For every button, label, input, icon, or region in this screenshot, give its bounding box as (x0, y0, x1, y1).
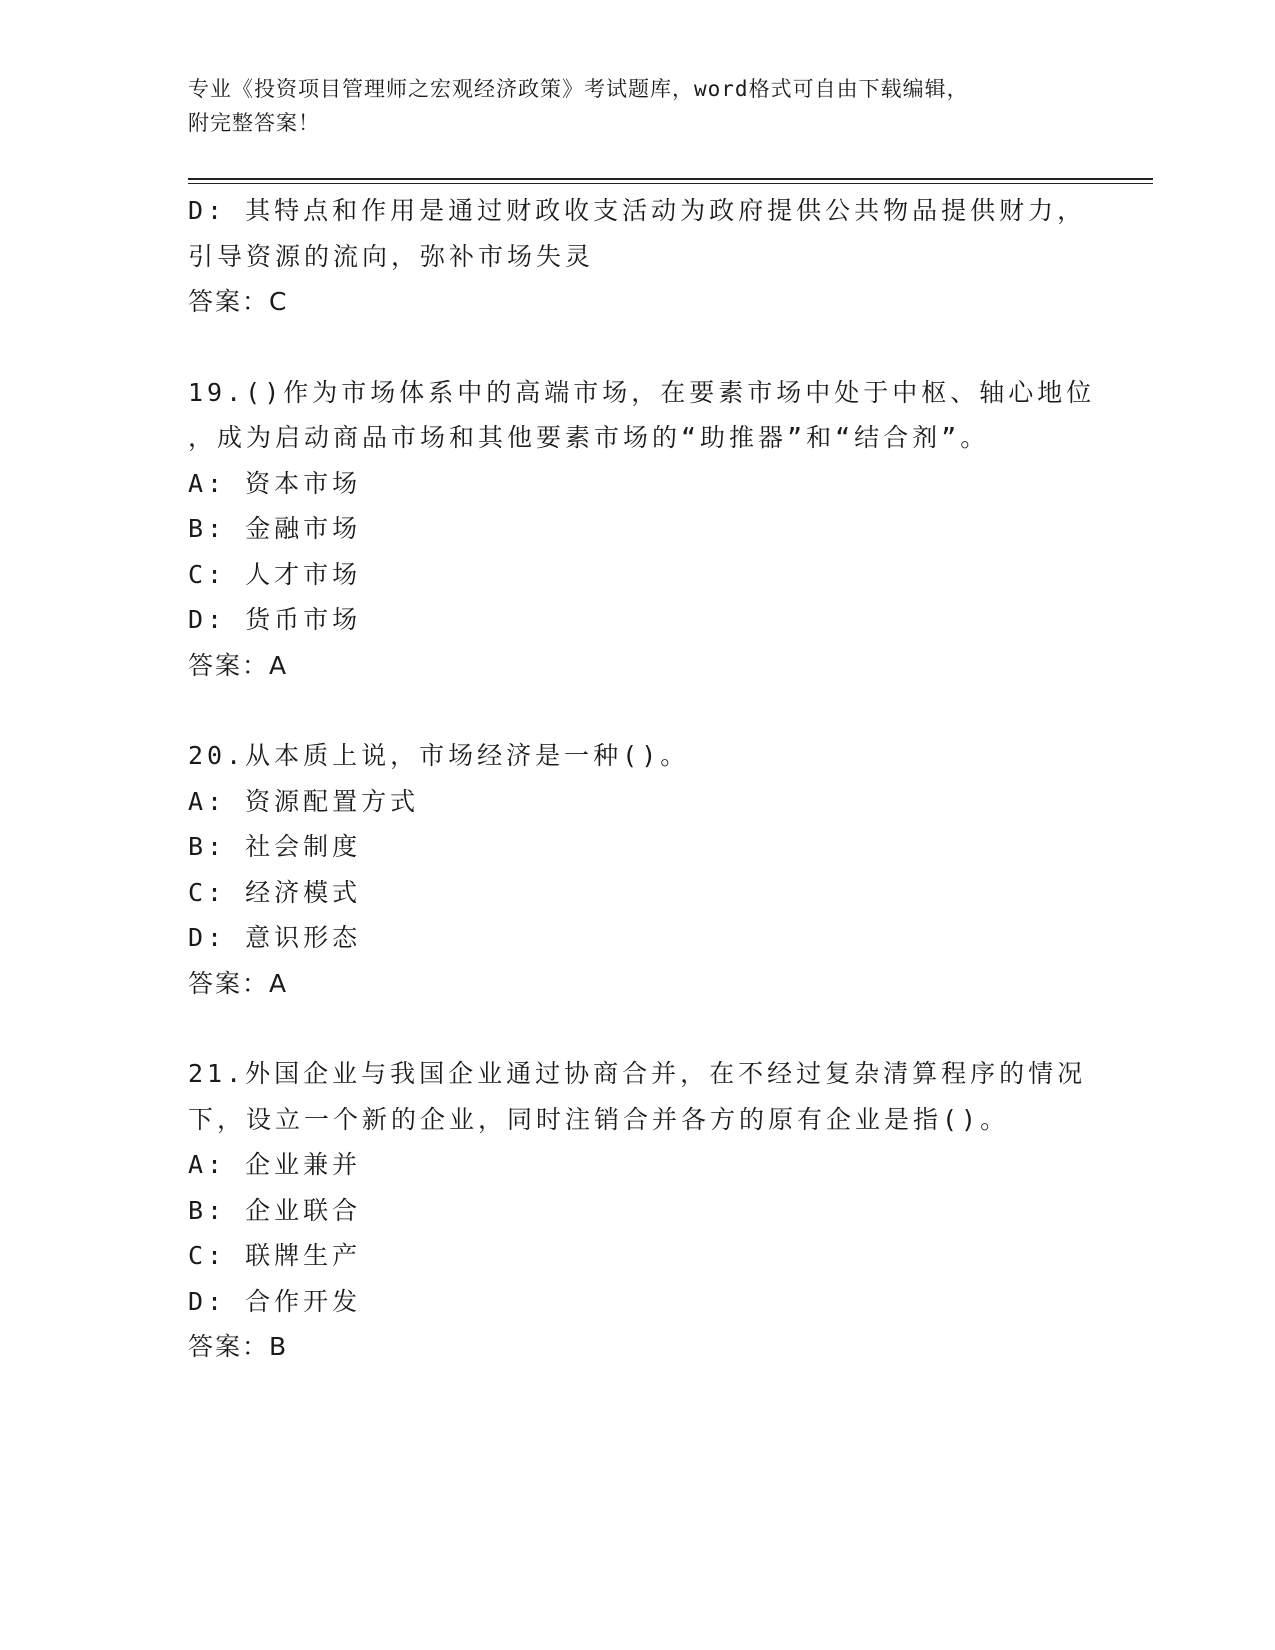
document-body (188, 188, 1096, 1415)
answer-line: 答案：B (188, 1332, 289, 1361)
answer-line: 答案：A (188, 650, 289, 680)
question-stem: 19.()作为市场体系中的高端市场，在要素市场中处于中枢、轴心地位 (188, 377, 1096, 407)
option-c: C: 联牌生产 (188, 1241, 362, 1270)
question-stem: 20.从本质上说，市场经济是一种()。 (188, 741, 690, 770)
question-19 (188, 370, 1096, 689)
header-divider-thin (188, 183, 1153, 184)
header-line-1: 专业《投资项目管理师之宏观经济政策》考试题库，word格式可自由下载编辑， (188, 77, 969, 101)
question-stem-continued: ，成为启动商品市场和其他要素市场的“助推器”和“结合剂”。 (188, 423, 990, 452)
question-stem-continued: 下，设立一个新的企业，同时注销合并各方的原有企业是指()。 (188, 1104, 1010, 1134)
option-b: B: 企业联合 (188, 1195, 362, 1225)
option-a: A: 企业兼并 (188, 1150, 362, 1179)
option-d: D: 意识形态 (188, 923, 362, 952)
option-c: C: 经济模式 (188, 877, 362, 907)
question-stem: 21.外国企业与我国企业通过协商合并，在不经过复杂清算程序的情况 (188, 1059, 1087, 1088)
header-divider-thick (188, 178, 1153, 180)
answer-line: 答案：C (188, 287, 289, 316)
option-d: D: 其特点和作用是通过财政收支活动为政府提供公共物品提供财力， (188, 196, 1087, 225)
option-d: D: 货币市场 (188, 605, 362, 634)
previous-question-tail (188, 188, 1088, 325)
document-header (188, 72, 1088, 140)
option-b: B: 社会制度 (188, 832, 362, 861)
option-a: A: 资源配置方式 (188, 786, 420, 816)
option-d: D: 合作开发 (188, 1286, 362, 1316)
option-b: B: 金融市场 (188, 514, 362, 543)
option-d-continued: 引导资源的流向，弥补市场失灵 (188, 241, 595, 271)
header-line-2: 附完整答案！ (188, 111, 320, 135)
question-20 (188, 733, 1088, 1006)
option-c: C: 人才市场 (188, 559, 362, 589)
question-21 (188, 1051, 1088, 1370)
answer-line: 答案：A (188, 968, 289, 998)
option-a: A: 资本市场 (188, 468, 362, 498)
